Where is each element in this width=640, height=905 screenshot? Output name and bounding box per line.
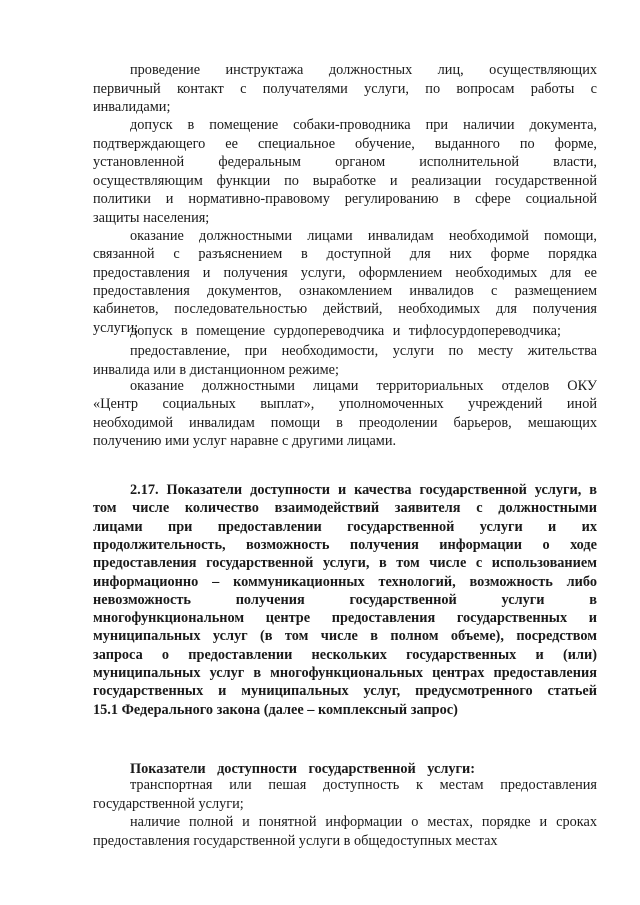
text-line: государственных и муниципальных услуг, предусмотренного статьей	[93, 683, 597, 700]
text-line: получению ими услуг наравне с другими лицами.	[93, 432, 397, 449]
text-line: лицами при предоставлении государственной услуги и их	[93, 518, 597, 535]
text-line: продолжительность, возможность получения информации о ходе	[93, 536, 597, 553]
text-line: наличие полной и понятной информации о местах, порядке и сроках	[130, 814, 597, 830]
text-line: проведение инструктажа должностных лиц, осуществляющих	[130, 62, 597, 78]
text-line: инвалидами;	[93, 99, 171, 115]
text-line: услуги;	[93, 319, 139, 336]
text-line: 15.1 Федерального закона (далее – комплексный запрос)	[93, 701, 458, 718]
text-line: информационно – коммуникационных технологий, возможность либо	[93, 573, 597, 590]
text-line: предоставления документов, ознакомлением инвалидов с размещением	[93, 282, 597, 299]
text-line: кабинетов, последовательностью действий, необходимых для получения	[93, 301, 597, 318]
text-line: оказание должностными лицами территориальных отделов ОКУ	[130, 378, 597, 394]
text-line: политики и нормативно-правовому регулированию в сфере социальной	[93, 191, 597, 207]
text-line: защиты населения;	[93, 209, 210, 226]
text-line: необходимой инвалидам помощи в преодолении барьеров, мешающих	[93, 414, 597, 431]
text-line: невозможность получения государственной услуги в	[93, 591, 597, 608]
text-line: подтверждающего ее специальное обучение, выданного по форме,	[93, 135, 597, 152]
text-line: осуществляющим функции по выработке и реализации государственной	[93, 172, 597, 189]
text-line: оказание должностными лицами инвалидам необходимой помощи,	[130, 228, 597, 244]
text-line: многофункциональном центре предоставления государственных и	[93, 610, 597, 627]
text-line: предоставления и получения услуги, оформлением необходимых для ее	[93, 264, 597, 281]
text-line: допуск в помещение сурдопереводчика и тифлосурдопереводчика;	[130, 323, 561, 339]
text-line: транспортная или пешая доступность к местам предоставления	[130, 777, 597, 793]
text-line: инвалида или в дистанционном режиме;	[93, 361, 339, 378]
text-line: том числе количество взаимодействий заявителя с должностными	[93, 500, 597, 517]
text-line: государственной услуги;	[93, 795, 244, 812]
text-line: установленной федеральным органом исполнительной власти,	[93, 154, 597, 170]
text-line: муниципальных услуг в многофункциональных центрах предоставления	[93, 665, 597, 681]
text-line: «Центр социальных выплат», уполномоченных учреждений иной	[93, 396, 597, 413]
text-line: запроса о предоставлении нескольких государственных и (или)	[93, 646, 597, 663]
text-line: муниципальных услуг (в том числе в полном объеме), посредством	[93, 628, 597, 645]
text-line: предоставление, при необходимости, услуги по месту жительства	[130, 343, 597, 359]
text-line: связанной с разъяснением в доступной для них форме порядка	[93, 246, 597, 263]
text-line: допуск в помещение собаки-проводника при наличии документа,	[130, 117, 597, 133]
text-line: предоставления государственной услуги в общедоступных местах	[93, 832, 498, 849]
text-line: Показатели доступности государственной услуги:	[130, 761, 475, 777]
text-line: предоставления государственной услуги, в том числе с использованием	[93, 555, 597, 572]
text-line: первичный контакт с получателями услуги, по вопросам работы с	[93, 80, 597, 97]
text-line: 2.17. Показатели доступности и качества государственной услуги, в	[130, 482, 597, 498]
